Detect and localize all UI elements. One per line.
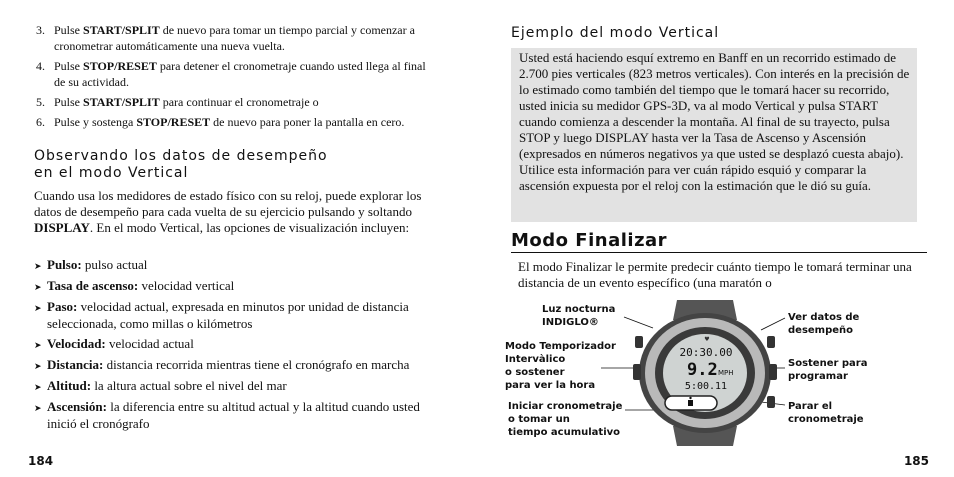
callout-iniciar-cronometraje: Iniciar cronometraje o tomar un tiempo acumulativo — [508, 401, 623, 438]
section-heading-modo-finalizar: Modo Finalizar — [511, 230, 927, 253]
list-item: ➤ Velocidad: velocidad actual — [34, 336, 194, 351]
right-page — [477, 0, 954, 477]
callout-sostener: Sostener para programar — [788, 358, 868, 382]
step-item: 6. Pulse y sostenga STOP/RESET de nuevo para poner la pantalla en cero. — [36, 115, 405, 129]
list-item: ➤ Altitud: la altura actual sobre el nivel del mar — [34, 378, 287, 393]
arrow-icon: ➤ — [34, 282, 42, 292]
arrow-icon: ➤ — [34, 403, 42, 413]
svg-text:♥: ♥ — [704, 336, 710, 343]
list-item: ➤ Pulso: pulso actual — [34, 257, 148, 272]
list-item: ➤ Ascensión: la diferencia entre su altitud actual y la altitud cuando usted inició el cronógrafo — [34, 399, 420, 431]
callout-modo-temporizador: Modo Temporizador Intervàlico o sostener para ver la hora — [505, 341, 616, 391]
steps-list — [36, 22, 436, 134]
step-item: 5. Pulse START/SPLIT para continuar el cronometraje o — [36, 95, 319, 109]
watch-display-lap: 5:00.11 — [684, 381, 728, 392]
list-item: ➤ Tasa de ascenso: velocidad vertical — [34, 278, 235, 293]
arrow-icon: ➤ — [34, 340, 42, 350]
watch-display-unit: MPH — [718, 369, 734, 377]
arrow-icon: ➤ — [34, 303, 42, 313]
left-page — [0, 0, 470, 477]
watch-display-time: 20:30.00 — [679, 346, 733, 359]
callout-parar: Parar el cronometraje — [788, 401, 864, 425]
options-list — [34, 257, 444, 436]
watch-display-speed: 9.2 — [687, 360, 718, 380]
arrow-icon: ➤ — [34, 261, 42, 271]
example-text: Usted está haciendo esquí extremo en Banff en un recorrido estimado de 2.700 pies verticales (823 metros verticales). Con interés en la precisión de lo estimado como también del tiempo que le tomará hacer su recorrido, usted inicia su medidor GPS-3D, va al modo Vertical y pulsa START cuando comienza a descender la montaña. Al final de su trayecto, pulsa STOP y luego DISPLAY hasta ver la Tasa de Ascenso y Ascensión (expresados en números negativos ya que usted se desplazó cuesta abajo). Utilice esta información para ver cuán rápido esquió y comparar la ascensión expuesta por el reloj con la estimación que le dió su guía. — [519, 50, 910, 193]
callout-ver-datos: Ver datos de desempeño — [788, 312, 860, 336]
section-heading-observando: Observando los datos de desempeño en el modo Vertical — [34, 148, 328, 181]
step-item: 3. Pulse START/SPLIT de nuevo para tomar un tiempo parcial y comenzar a cronometrar automáticamente una nueva vuelta. — [36, 23, 415, 53]
intro-paragraph: Cuando usa los medidores de estado físico con su reloj, puede explorar los datos de desempeño para cada vuelta de su ejercicio pulsando y soltando DISPLAY. En el modo Vertical, las opciones de visualización incluyen: — [34, 188, 422, 235]
step-item: 4. Pulse STOP/RESET para detener el cronometraje cuando usted llega al final de su actividad. — [36, 59, 426, 89]
list-item: ➤ Paso: velocidad actual, expresada en minutos por unidad de distancia seleccionada, como millas o kilómetros — [34, 299, 409, 331]
example-heading: Ejemplo del modo Vertical — [511, 25, 720, 41]
page-number: 185 — [903, 454, 929, 468]
arrow-icon: ➤ — [34, 382, 42, 392]
arrow-icon: ➤ — [34, 361, 42, 371]
watch-illustration — [625, 298, 785, 448]
finalizar-paragraph: El modo Finalizar le permite predecir cuánto tiempo le tomará terminar una distancia de un evento específico (una maratón o — [518, 259, 912, 290]
callout-luz-nocturna: Luz nocturna INDIGLO® — [542, 304, 616, 328]
page-number: 184 — [28, 454, 54, 468]
list-item: ➤ Distancia: distancia recorrida mientras tiene el cronógrafo en marcha — [34, 357, 410, 372]
